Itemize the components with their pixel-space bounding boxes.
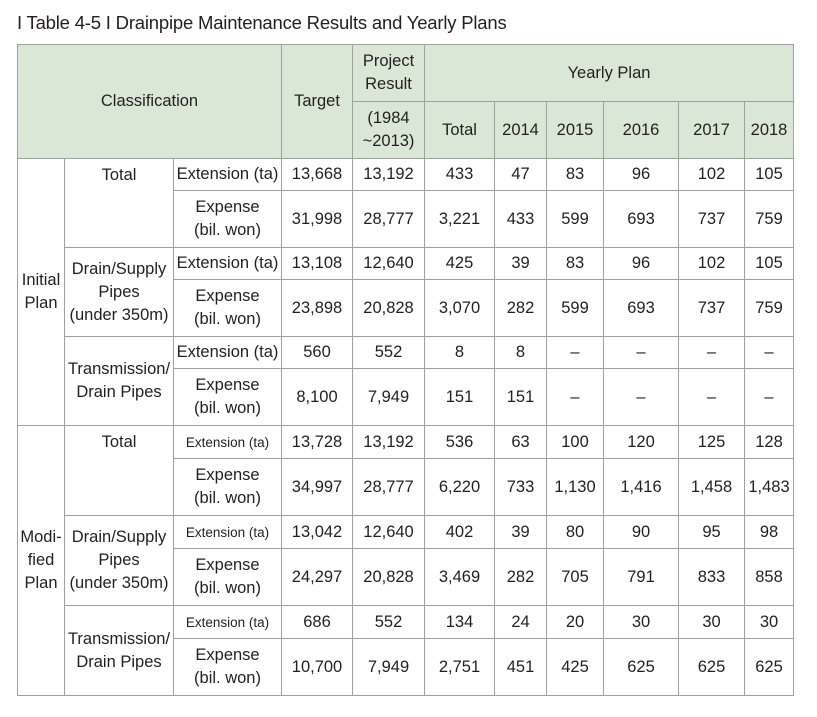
- value-cell: 282: [495, 549, 547, 606]
- value-cell: 96: [604, 248, 679, 280]
- metric-label: [174, 606, 282, 639]
- value-cell: 20: [547, 606, 604, 639]
- value-cell: 7,949: [353, 369, 425, 426]
- value-cell: 705: [547, 549, 604, 606]
- value-cell: 96: [604, 159, 679, 191]
- value-cell: 13,108: [282, 248, 353, 280]
- value-cell: 13,728: [282, 426, 353, 459]
- group-label-line: Pipes: [98, 282, 140, 301]
- plan-label-line: Modi-: [20, 528, 62, 546]
- value-cell: 451: [495, 639, 547, 696]
- plan-label: [18, 426, 65, 696]
- value-cell: –: [547, 369, 604, 426]
- metric-label-line: Expense: [195, 198, 260, 216]
- plan-label-line: Plan: [24, 574, 58, 592]
- metric-label: [174, 337, 282, 369]
- project-result-line: Project: [362, 52, 415, 70]
- value-cell: 151: [495, 369, 547, 426]
- value-cell: 98: [745, 516, 794, 549]
- value-cell: –: [745, 337, 794, 369]
- value-cell: 560: [282, 337, 353, 369]
- year-header-2016: 2016: [604, 102, 679, 159]
- value-cell: 552: [353, 606, 425, 639]
- project-period-line: (1984: [367, 109, 410, 127]
- group-label: [65, 159, 174, 248]
- value-cell: 20,828: [353, 280, 425, 337]
- value-cell: 8,100: [282, 369, 353, 426]
- value-cell: 83: [547, 248, 604, 280]
- value-cell: –: [679, 337, 745, 369]
- value-cell: 1,483: [745, 459, 794, 516]
- group-label-line: Pipes: [98, 551, 140, 569]
- classification-header: Classification: [18, 45, 282, 159]
- value-cell: 7,949: [353, 639, 425, 696]
- metric-label-line: Expense: [195, 556, 260, 574]
- value-cell: 20,828: [353, 549, 425, 606]
- value-cell: –: [604, 337, 679, 369]
- metric-label-line: Expense: [195, 376, 260, 394]
- value-cell: 128: [745, 426, 794, 459]
- value-cell: 13,668: [282, 159, 353, 191]
- yearly-plan-header: Yearly Plan: [425, 45, 794, 102]
- metric-label: [174, 248, 282, 280]
- metric-label: [174, 280, 282, 337]
- value-cell: 599: [547, 191, 604, 248]
- value-cell: 3,221: [425, 191, 495, 248]
- metric-label: [174, 191, 282, 248]
- value-cell: 433: [495, 191, 547, 248]
- metric-label-line: Extension (ta): [176, 343, 279, 361]
- project-period-header: [353, 102, 425, 159]
- metric-label: [174, 426, 282, 459]
- value-cell: 693: [604, 280, 679, 337]
- group-label: [65, 248, 174, 337]
- value-cell: 402: [425, 516, 495, 549]
- metric-label-line: Expense: [195, 466, 260, 484]
- group-label: [65, 516, 174, 606]
- metric-label: [174, 369, 282, 426]
- metric-label: [174, 459, 282, 516]
- value-cell: 425: [425, 248, 495, 280]
- group-label-line: Transmission/: [67, 629, 171, 648]
- group-label-line: Total: [101, 166, 137, 184]
- group-label-line: Drain Pipes: [76, 652, 162, 671]
- header-row: [18, 45, 794, 102]
- value-cell: –: [547, 337, 604, 369]
- value-cell: 433: [425, 159, 495, 191]
- value-cell: 686: [282, 606, 353, 639]
- group-label: [65, 426, 174, 516]
- metric-label-line: (bil. won): [194, 669, 261, 687]
- value-cell: 737: [679, 191, 745, 248]
- year-header-2015: 2015: [547, 102, 604, 159]
- metric-label-line: (bil. won): [194, 579, 261, 597]
- group-label: [65, 337, 174, 426]
- value-cell: 8: [495, 337, 547, 369]
- value-cell: 759: [745, 280, 794, 337]
- value-cell: –: [679, 369, 745, 426]
- plan-label-line: Initial: [21, 271, 61, 289]
- table-row: [18, 426, 794, 459]
- plan-label-line: Plan: [24, 294, 58, 312]
- value-cell: 125: [679, 426, 745, 459]
- value-cell: 30: [604, 606, 679, 639]
- value-cell: 23,898: [282, 280, 353, 337]
- value-cell: 151: [425, 369, 495, 426]
- value-cell: 28,777: [353, 191, 425, 248]
- group-label-line: Drain/Supply: [71, 528, 167, 546]
- value-cell: 31,998: [282, 191, 353, 248]
- value-cell: 1,416: [604, 459, 679, 516]
- value-cell: 12,640: [353, 516, 425, 549]
- group-label-line: Total: [101, 433, 137, 451]
- yearly-total-header: Total: [425, 102, 495, 159]
- value-cell: 733: [495, 459, 547, 516]
- value-cell: 1,458: [679, 459, 745, 516]
- metric-label-line: Extension (ta): [185, 614, 270, 630]
- target-header: Target: [282, 45, 353, 159]
- metric-label-line: (bil. won): [194, 221, 261, 239]
- metric-label-line: Extension (ta): [176, 165, 279, 183]
- value-cell: 12,640: [353, 248, 425, 280]
- value-cell: 39: [495, 248, 547, 280]
- group-label-line: (under 350m): [69, 574, 169, 592]
- value-cell: 10,700: [282, 639, 353, 696]
- value-cell: 47: [495, 159, 547, 191]
- value-cell: 105: [745, 248, 794, 280]
- table-row: [18, 337, 794, 369]
- value-cell: 34,997: [282, 459, 353, 516]
- maintenance-table: [17, 44, 794, 696]
- metric-label: [174, 549, 282, 606]
- value-cell: 625: [745, 639, 794, 696]
- metric-label-line: (bil. won): [194, 489, 261, 507]
- value-cell: 282: [495, 280, 547, 337]
- metric-label-line: Extension (ta): [176, 254, 279, 272]
- table-row: [18, 248, 794, 280]
- metric-label: [174, 516, 282, 549]
- value-cell: 30: [745, 606, 794, 639]
- value-cell: 28,777: [353, 459, 425, 516]
- value-cell: 83: [547, 159, 604, 191]
- value-cell: 599: [547, 280, 604, 337]
- value-cell: 30: [679, 606, 745, 639]
- value-cell: 24,297: [282, 549, 353, 606]
- value-cell: 791: [604, 549, 679, 606]
- value-cell: 8: [425, 337, 495, 369]
- value-cell: 425: [547, 639, 604, 696]
- value-cell: 24: [495, 606, 547, 639]
- project-period-line: ~2013): [362, 132, 415, 150]
- plan-label-line: fied: [27, 551, 55, 569]
- table-row: [18, 159, 794, 191]
- value-cell: 2,751: [425, 639, 495, 696]
- table-title: I Table 4-5 I Drainpipe Maintenance Results and Yearly Plans: [17, 12, 507, 33]
- value-cell: 3,469: [425, 549, 495, 606]
- value-cell: 100: [547, 426, 604, 459]
- value-cell: 1,130: [547, 459, 604, 516]
- value-cell: 90: [604, 516, 679, 549]
- metric-label-line: Extension (ta): [185, 524, 270, 540]
- value-cell: 13,042: [282, 516, 353, 549]
- metric-label-line: Expense: [195, 646, 260, 664]
- value-cell: 6,220: [425, 459, 495, 516]
- value-cell: 759: [745, 191, 794, 248]
- value-cell: –: [604, 369, 679, 426]
- value-cell: 13,192: [353, 426, 425, 459]
- project-result-line: Result: [365, 75, 412, 93]
- value-cell: 625: [604, 639, 679, 696]
- year-header-2018: 2018: [745, 102, 794, 159]
- metric-label-line: (bil. won): [194, 310, 261, 328]
- value-cell: 833: [679, 549, 745, 606]
- metric-label-line: (bil. won): [194, 399, 261, 417]
- value-cell: 102: [679, 159, 745, 191]
- group-label: [65, 606, 174, 696]
- value-cell: 95: [679, 516, 745, 549]
- project-result-header: [353, 45, 425, 102]
- value-cell: 134: [425, 606, 495, 639]
- value-cell: –: [745, 369, 794, 426]
- group-label-line: (under 350m): [69, 305, 169, 324]
- year-header-2014: 2014: [495, 102, 547, 159]
- group-label-line: Drain/Supply: [71, 259, 167, 278]
- value-cell: 39: [495, 516, 547, 549]
- value-cell: 737: [679, 280, 745, 337]
- value-cell: 3,070: [425, 280, 495, 337]
- value-cell: 536: [425, 426, 495, 459]
- value-cell: 102: [679, 248, 745, 280]
- value-cell: 693: [604, 191, 679, 248]
- value-cell: 13,192: [353, 159, 425, 191]
- metric-label-line: Extension (ta): [185, 434, 270, 450]
- group-label-line: Drain Pipes: [76, 383, 162, 401]
- metric-label: [174, 159, 282, 191]
- value-cell: 63: [495, 426, 547, 459]
- group-label-line: Transmission/: [67, 360, 171, 378]
- metric-label-line: Expense: [195, 287, 260, 305]
- value-cell: 625: [679, 639, 745, 696]
- year-header-2017: 2017: [679, 102, 745, 159]
- value-cell: 120: [604, 426, 679, 459]
- table-row: [18, 516, 794, 549]
- value-cell: 858: [745, 549, 794, 606]
- value-cell: 80: [547, 516, 604, 549]
- table-row: [18, 606, 794, 639]
- value-cell: 105: [745, 159, 794, 191]
- value-cell: 552: [353, 337, 425, 369]
- plan-label: [18, 159, 65, 426]
- metric-label: [174, 639, 282, 696]
